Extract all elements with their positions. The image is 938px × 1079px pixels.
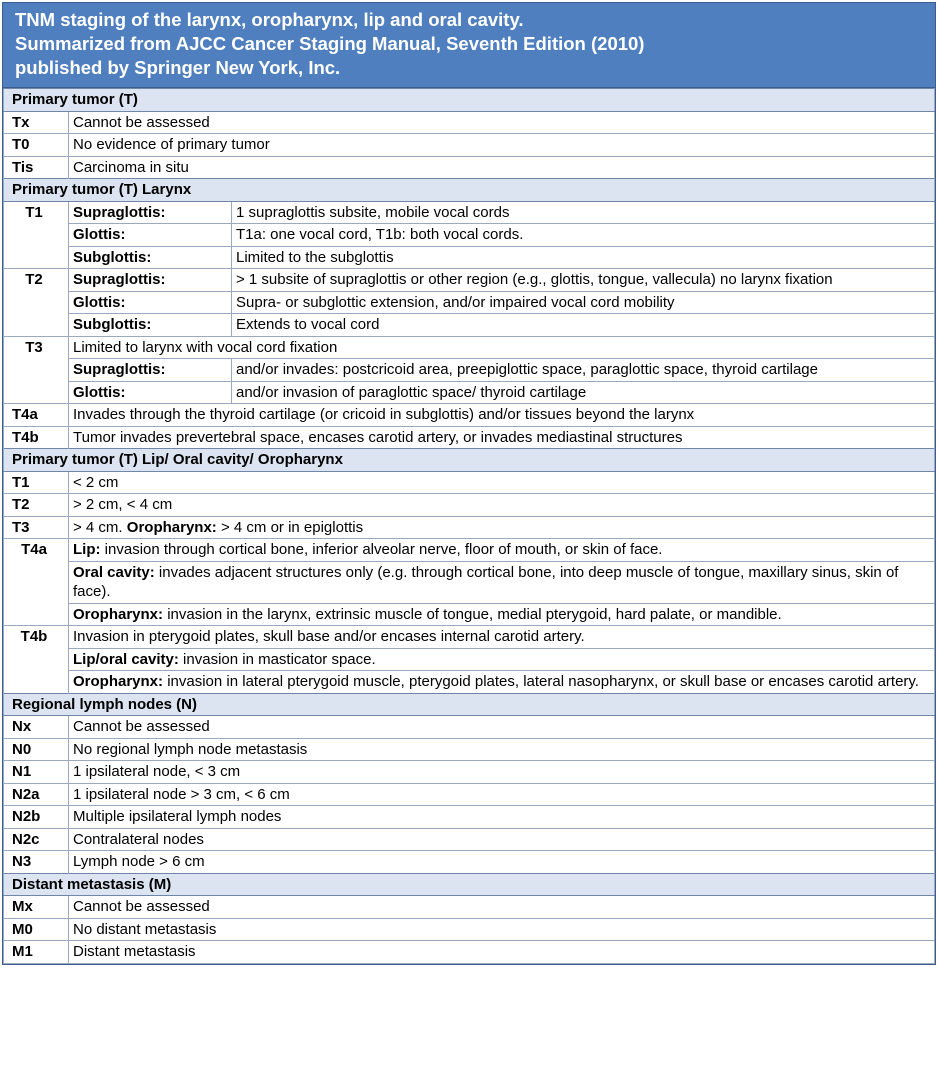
- table-row: T3 Limited to larynx with vocal cord fixation: [4, 336, 935, 359]
- lip-oral-label: Lip/oral cavity:: [73, 650, 179, 668]
- section-header-oral: Primary tumor (T) Lip/ Oral cavity/ Oropharynx: [4, 449, 935, 472]
- title-line-2: Summarized from AJCC Cancer Staging Manual, Seventh Edition (2010): [15, 33, 645, 54]
- table-row: T0 No evidence of primary tumor: [4, 134, 935, 157]
- oropharynx-label: Oropharynx:: [73, 605, 164, 623]
- table-row: Supraglottis: and/or invades: postcricoid area, preepiglottic space, paraglottic space, thyroid cartilage: [4, 359, 935, 382]
- table-row: Mx Cannot be assessed: [4, 896, 935, 919]
- table-row: N2a 1 ipsilateral node > 3 cm, < 6 cm: [4, 783, 935, 806]
- oral-cavity-desc: invades adjacent structures only (e.g. through cortical bone, into deep muscle of tongue, maxillary sinus, skin of face).: [73, 563, 899, 600]
- table-row: T4b Invasion in pterygoid plates, skull base and/or encases internal carotid artery.: [4, 626, 935, 649]
- lip-oral-desc: invasion in masticator space.: [183, 650, 376, 668]
- table-row: T3 > 4 cm. Oropharynx: > 4 cm or in epiglottis: [4, 516, 935, 539]
- title-line-3: published by Springer New York, Inc.: [15, 57, 341, 78]
- table-row: [4, 648, 935, 671]
- table-row: N2b Multiple ipsilateral lymph nodes: [4, 806, 935, 829]
- staging-table-card: [2, 2, 936, 965]
- table-row: Tx Cannot be assessed: [4, 111, 935, 134]
- table-row: N3 Lymph node > 6 cm: [4, 851, 935, 874]
- table-row: T1 Supraglottis: 1 supraglottis subsite, mobile vocal cords: [4, 201, 935, 224]
- table-row: Glottis: T1a: one vocal cord, T1b: both vocal cords.: [4, 224, 935, 247]
- oropharynx-desc: invasion in the larynx, extrinsic muscle of tongue, medial pterygoid, hard palate, or mandible.: [167, 605, 782, 623]
- table-row: T2 Supraglottis: > 1 subsite of supraglottis or other region (e.g., glottis, tongue, vallecula) no larynx fixation: [4, 269, 935, 292]
- section-header-larynx: Primary tumor (T) Larynx: [4, 179, 935, 202]
- t3-oropharynx-label: Oropharynx:: [126, 518, 217, 536]
- title-line-1: TNM staging of the larynx, oropharynx, lip and oral cavity.: [15, 9, 524, 30]
- t3-oropharynx-desc: > 4 cm or in epiglottis: [220, 518, 364, 536]
- table-row: N1 1 ipsilateral node, < 3 cm: [4, 761, 935, 784]
- table-row: Subglottis: Extends to vocal cord: [4, 314, 935, 337]
- lip-desc: invasion through cortical bone, inferior alveolar nerve, floor of mouth, or skin of face.: [104, 541, 663, 558]
- section-header-nodes: Regional lymph nodes (N): [4, 693, 935, 716]
- table-row: Glottis: Supra- or subglottic extension, and/or impaired vocal cord mobility: [4, 291, 935, 314]
- table-row: Glottis: and/or invasion of paraglottic space/ thyroid cartilage: [4, 381, 935, 404]
- table-row: [4, 671, 935, 694]
- table-row: T4a Invades through the thyroid cartilage (or cricoid in subglottis) and/or tissues beyond the larynx: [4, 404, 935, 427]
- table-row: [4, 561, 935, 603]
- section-header-primary: Primary tumor (T): [4, 89, 935, 112]
- section-header-metastasis: Distant metastasis (M): [4, 873, 935, 896]
- t4b-oropharynx-desc: invasion in lateral pterygoid muscle, pterygoid plates, lateral nasopharynx, or skull base or encases carotid artery.: [167, 673, 919, 690]
- table-row: T1 < 2 cm: [4, 471, 935, 494]
- table-row: Tis Carcinoma in situ: [4, 156, 935, 179]
- oral-cavity-label: Oral cavity:: [73, 563, 155, 581]
- table-row: [4, 603, 935, 626]
- table-row: Subglottis: Limited to the subglottis: [4, 246, 935, 269]
- table-row: Nx Cannot be assessed: [4, 716, 935, 739]
- table-row: M1 Distant metastasis: [4, 941, 935, 964]
- table-title: [3, 3, 935, 88]
- t4b-oropharynx-label: Oropharynx:: [73, 673, 164, 690]
- table-row: N0 No regional lymph node metastasis: [4, 738, 935, 761]
- tnm-table: [3, 88, 935, 964]
- t3-desc: > 4 cm.: [73, 518, 123, 536]
- table-row: T2 > 2 cm, < 4 cm: [4, 494, 935, 517]
- table-row: T4b Tumor invades prevertebral space, encases carotid artery, or invades mediastinal structures: [4, 426, 935, 449]
- table-row: T4a Lip: invasion through cortical bone, inferior alveolar nerve, floor of mouth, or skin of face.: [4, 539, 935, 562]
- table-row: N2c Contralateral nodes: [4, 828, 935, 851]
- lip-label: Lip:: [73, 541, 101, 558]
- table-row: M0 No distant metastasis: [4, 918, 935, 941]
